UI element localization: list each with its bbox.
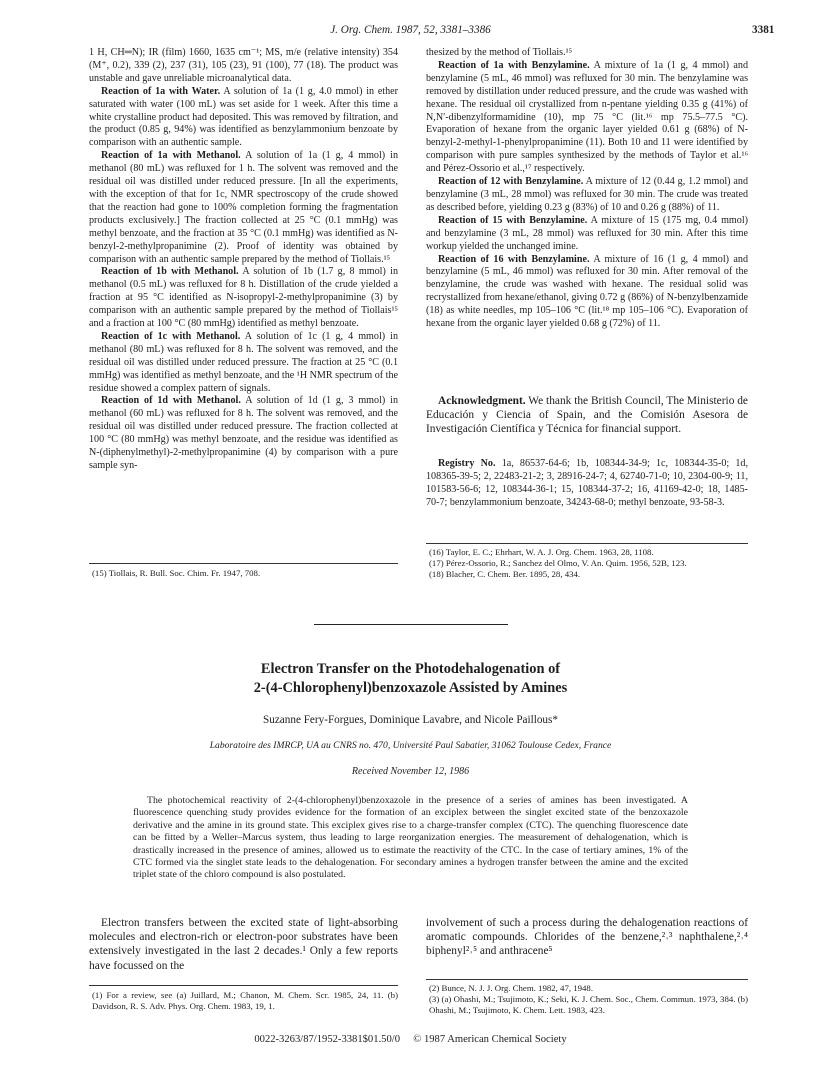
intro-left-column: Electron transfers between the excited state of light-absorbing molecules and electron-rich or electron-poor substrates have been extensively investigated in the last 2 decades.¹ Only a few reports have focussed on the	[89, 917, 398, 972]
acknowledgment-text: We thank the British Council, The Ministerio de Educación y Ciencia of Spain, and the Comisión Asesora de Investigación Científica y Técnica for financial support.	[426, 395, 748, 436]
registry-text: 1a, 86537-64-6; 1b, 108344-34-9; 1c, 108344-35-0; 1d, 108365-39-5; 2, 22483-21-2; 3, 28916-24-7; 4, 62740-71-0; 10, 2304-00-9; 11, 101583-56-6; 12, 108344-36-1; 15, 108344-37-2; 16, 41169-42-0; 18, 1485-70-7; benzylammonium benzoate, 34243-68-0; methyl benzoate, 93-58-3.	[426, 458, 748, 508]
left-paragraph-2-heading: Reaction of 1a with Methanol.	[101, 150, 241, 162]
right-paragraph-1-text: A mixture of 1a (1 g, 4 mmol) and benzylamine (5 mL, 46 mmol) was refluxed for 30 min. The benzylamine was removed by distillation under reduced pressure, and the crude was washed with hexane. The residual oil crystallized from n-pentane yielding 0.35 g (41%) of N,N′-dibenzylformamidine (10), mp 75 °C (lit.¹⁶ mp 75.5–77.5 °C). Evaporation of hexane from the organic layer yielded 0.61 g (68%) of N-benzyl-2-methyl-1-phenylpropanimine (11). Both 10 and 11 were identified by comparison with pure samples synthesized by the methods of Taylor et al.¹⁶ and Pérez-Ossorio et al.,¹⁷ respectively.	[426, 59, 748, 175]
article-title-line-1: Electron Transfer on the Photodehalogenation of	[260, 661, 561, 677]
left-paragraph-2	[89, 150, 398, 266]
right-paragraph-4-heading: Reaction of 16 with Benzylamine.	[438, 253, 590, 265]
article-separator	[314, 624, 508, 625]
left-column	[89, 47, 398, 473]
right-paragraph-1	[426, 60, 748, 176]
right-paragraph-4	[426, 254, 748, 331]
left-paragraph-5-text: A solution of 1d (1 g, 3 mmol) in methanol (60 mL) was refluxed for 8 h. The solvent was removed, and the residual oil was distilled under reduced pressure. The fraction collected at 100 °C (80 mmHg) was methyl benzoate, and the residue was identified as N-(diphenylmethyl)-2-methylpropanimine (4) by comparison with a pure sample syn-	[89, 395, 398, 471]
right-paragraph-3-heading: Reaction of 15 with Benzylamine.	[438, 214, 588, 226]
article-authors: Suzanne Fery-Forgues, Dominique Lavabre, and Nicole Paillous*	[263, 714, 558, 726]
left-paragraph-3	[89, 266, 398, 331]
left-paragraph-3-heading: Reaction of 1b with Methanol.	[101, 266, 239, 278]
acknowledgment	[426, 394, 748, 437]
registry-numbers	[426, 458, 748, 510]
article-title	[90, 660, 731, 698]
page-footer	[150, 1034, 671, 1045]
left-paragraph-1-text: A solution of 1a (1 g, 4.0 mmol) in ether saturated with water (100 mL) was set aside for 1 week. After this time a white crystalline product had deposited. This was removed by filtration, and the product (0.85 g, 94%) was identified as benzylammonium benzoate by comparison with an authentic sample.	[89, 85, 398, 149]
registry-heading: Registry No.	[438, 458, 496, 469]
footnote-2: (2) Bunce, N. J. J. Org. Chem. 1982, 47, 1948.	[429, 983, 594, 993]
intro-left-footnote-rule	[89, 985, 398, 986]
right-footnotes	[429, 547, 748, 581]
left-paragraph-4	[89, 331, 398, 396]
right-footnote-rule	[426, 543, 748, 544]
page-number: 3381	[752, 24, 775, 36]
left-paragraph-4-heading: Reaction of 1c with Methanol.	[101, 330, 241, 342]
footnote-15: (15) Tiollais, R. Bull. Soc. Chim. Fr. 1947, 708.	[92, 568, 261, 578]
footnote-18: (18) Blacher, C. Chem. Ber. 1895, 28, 434.	[429, 569, 581, 580]
footer-code: 0022-3263/87/1952-3381$01.50/0	[254, 1034, 401, 1045]
right-paragraph-3-text: A mixture of 15 (175 mg, 0.4 mmol) and benzylamine (3 mL, 28 mmol) was refluxed for 30 min. After this time workup yielded the unchanged imine.	[426, 214, 748, 252]
right-paragraph-2	[426, 176, 748, 215]
intro-right-footnotes	[429, 983, 748, 1017]
left-footnote-rule	[89, 563, 398, 564]
article-received: Received November 12, 1986	[351, 766, 470, 777]
footnote-17: (17) Pérez-Ossorio, R.; Sanchez del Olmo, V. An. Quim. 1956, 52B, 123.	[429, 558, 687, 569]
footer-copyright: © 1987 American Chemical Society	[413, 1034, 567, 1045]
article-affiliation: Laboratoire des IMRCP, UA au CNRS no. 470, Université Paul Sabatier, 31062 Toulouse Cedex, France	[209, 740, 612, 751]
left-paragraph-0: 1 H, CH═N); IR (film) 1660, 1635 cm⁻¹; MS, m/e (relative intensity) 354 (M⁺, 0.2), 339 (2), 237 (31), 105 (23), 91 (100), 77 (18). The product was unstable and gave unreliable microanalytical data.	[89, 47, 398, 84]
left-paragraph-2-text: A solution of 1a (1 g, 4 mmol) in methanol (80 mL) was refluxed for 1 h. The solvent was removed and the residual oil was distilled under reduced pressure. [In all the experiments, with the exception of that for 1c, NMR spectroscopy of the crude showed that the reaction had gone to 100% completion forming the fragmentation products exclusively.] The fraction collected at 25 °C (0.1 mmHg) was methyl benzoate, and the fraction at 35 °C (0.1 mmHg) was identified as N-benzyl-2-methylpropanimine (2). Proof of identity was obtained by comparison with an authentic sample prepared by the method of Tiollais.¹⁵	[89, 150, 398, 265]
left-paragraph-4-text: A solution of 1c (1 g, 4 mmol) in methanol (80 mL) was refluxed for 8 h. The solvent was removed, and the residual oil was distilled under reduced pressure. The fraction at 25 °C (0.1 mmHg) was identified as methyl benzoate, and the ¹H NMR spectrum of the residue showed a complex pattern of signals.	[89, 330, 398, 394]
left-paragraph-1-heading: Reaction of 1a with Water.	[101, 85, 221, 97]
left-paragraph-5	[89, 395, 398, 472]
footnote-16: (16) Taylor, E. C.; Ehrhart, W. A. J. Org. Chem. 1963, 28, 1108.	[429, 547, 654, 557]
intro-right-column: involvement of such a process during the dehalogenation reactions of aromatic compounds. Chlorides of the benzene,²˒³ naphthalene,²˒⁴ biphenyl²˒⁵ and anthracene⁵	[426, 917, 748, 958]
intro-right-footnote-rule	[426, 979, 748, 980]
right-paragraph-0: thesized by the method of Tiollais.¹⁵	[426, 47, 573, 58]
left-paragraph-3-text: A solution of 1b (1.7 g, 8 mmol) in methanol (0.5 mL) was refluxed for 8 h. Distillation of the crude yielded a fraction at 95 °C identified as N-isopropyl-2-methylpropanimine (3) by comparison with an authentic sample prepared by the method of Tiollais¹⁵ and a fraction at 100 °C (80 mmHg) identified as methyl benzoate.	[89, 266, 399, 330]
footnote-1: (1) For a review, see (a) Juillard, M.; Chanon, M. Chem. Scr. 1985, 24, 11. (b) Davidson, R. S. Adv. Phys. Org. Chem. 1983, 19, 1.	[92, 990, 398, 1012]
left-paragraph-5-heading: Reaction of 1d with Methanol.	[101, 395, 241, 407]
running-header: J. Org. Chem. 1987, 52, 3381–3386	[330, 24, 491, 36]
right-paragraph-1-heading: Reaction of 1a with Benzylamine.	[438, 59, 590, 71]
right-column	[426, 47, 748, 331]
right-paragraph-3	[426, 215, 748, 254]
article-title-line-2: 2-(4-Chlorophenyl)benzoxazole Assisted by Amines	[253, 680, 568, 696]
right-paragraph-2-heading: Reaction of 12 with Benzylamine.	[438, 176, 584, 188]
acknowledgment-heading: Acknowledgment.	[438, 395, 526, 407]
article-abstract: The photochemical reactivity of 2-(4-chlorophenyl)benzoxazole in the presence of a series of amines has been investigated. A fluorescence quenching study provides evidence for the formation of an exciplex between the singlet excited state of the benzoxazole derivative and the amine in its ground state. This exciplex gives rise to a charge-transfer complex (CTC). The quenching fluorescence date can be fitted by a Weller–Marcus system, thus leading to large reorganization energies. The measurement of dehalogenation, which is drastically increased in the presence of amines, allowed us to estimate the reactivity of the CTC. In the case of tertiary amines, 1% of the CTC formed via the singlet state leads to the dehalogenation. For secondary amines a hydrogen transfer between the amine and the excited triplet state of the chloro compound is also postulated.	[133, 795, 688, 881]
left-paragraph-1	[89, 86, 398, 151]
footnote-3: (3) (a) Ohashi, M.; Tsujimoto, K.; Seki, K. J. Chem. Soc., Chem. Commun. 1973, 384. (b) Ohashi, M.; Tsujimoto, K. Chem. Lett. 1983, 423.	[429, 994, 748, 1016]
right-paragraph-4-text: A mixture of 16 (1 g, 4 mmol) and benzylamine (5 mL, 46 mmol) was refluxed for 30 min. After removal of the benzylamine, the crude was washed with hexane. The residual solid was recrystallized from hexane/ethanol, giving 0.72 g (86%) of N-benzylbenzamide (18) as white needles, mp 105–106 °C (lit.¹⁸ mp 105–106 °C). Evaporation of hexane from the organic layer yielded 0.68 g (72%) of 11.	[426, 253, 748, 330]
right-paragraph-2-text: A mixture of 12 (0.44 g, 1.2 mmol) and benzylamine (3 mL, 28 mmol) was refluxed for 30 min. The crude was treated as described before, yielding 0.23 g (83%) of 10 and 0.26 g (88%) of 11.	[426, 176, 748, 213]
